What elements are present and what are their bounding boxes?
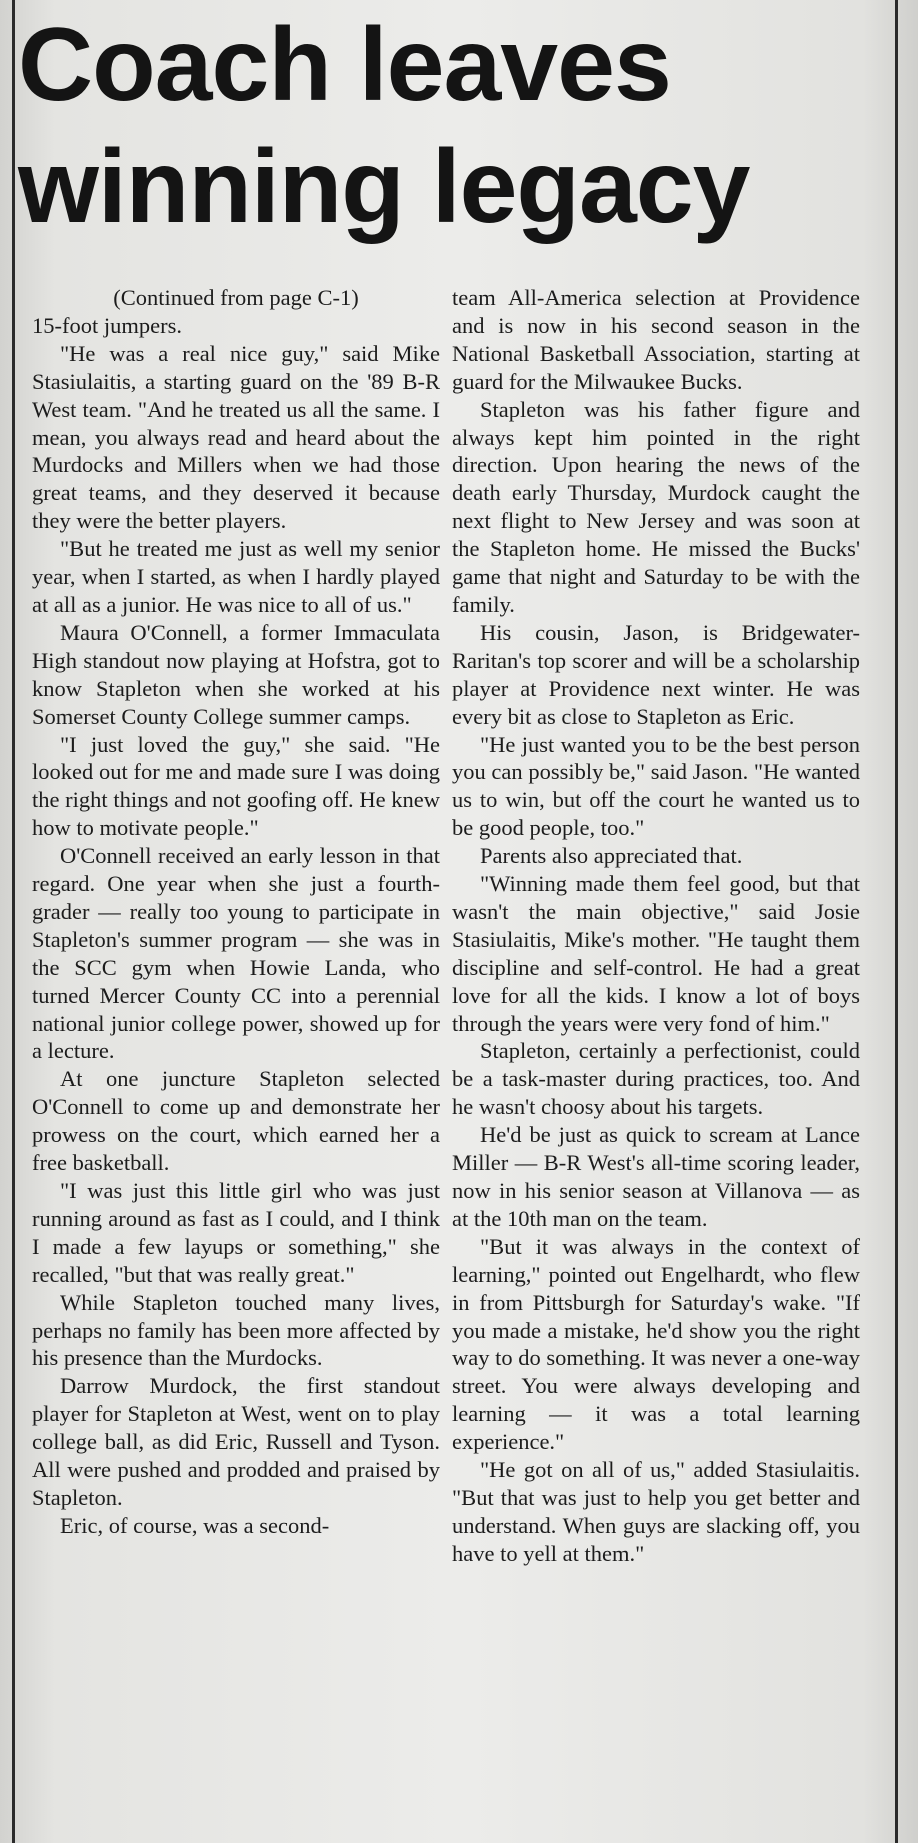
- paragraph: 15-foot jumpers.: [32, 312, 182, 338]
- paragraph: "But he treated me just as well my senior year, when I started, as when I hardly played at all as a junior. He was nice to all of us.": [32, 536, 440, 617]
- paragraph: He'd be just as quick to scream at Lance Miller — B-R West's all-time scoring leader, now in his senior season at Villanova — as at the 10th man on the team.: [452, 1122, 860, 1231]
- headline-line-1: Coach leaves: [18, 7, 671, 123]
- paragraph: "He got on all of us," added Stasiulaitis. "But that was just to help you get better and understand. When guys are slacking off, you have to yell at them.": [452, 1457, 860, 1566]
- paragraph: "I just loved the guy," she said. "He looked out for me and made sure I was doing the right things and not goofing off. He knew how to motivate people.": [32, 731, 440, 841]
- paragraph: "He just wanted you to be the best person you can possibly be," said Jason. "He wanted us to win, but off the court he wanted us to be good people, too.": [452, 731, 860, 841]
- paragraph: Darrow Murdock, the first standout player for Stapleton at West, went on to play college ball, as did Eric, Russell and Tyson. All were pushed and prodded and praised by Stapleton.: [32, 1373, 440, 1510]
- headline-line-2: winning legacy: [18, 129, 750, 245]
- paragraph: Maura O'Connell, a former Immaculata High standout now playing at Hofstra, got to know Stapleton when she worked at his Somerset County College summer camps.: [32, 619, 440, 729]
- paragraph: While Stapleton touched many lives, perhaps no family has been more affected by his presence than the Murdocks.: [32, 1289, 440, 1371]
- paragraph: Eric, of course, was a second-: [60, 1512, 330, 1538]
- article-column-right: [452, 284, 860, 1568]
- paragraph: "Winning made them feel good, but that wasn't the main objective," said Josie Stasiulaitis, Mike's mother. "He taught them discipline and self-control. He had a great love for all the kids. I know a lot of boys through the years were very fond of him.": [452, 871, 860, 1036]
- paragraph: team All-America selection at Providence and is now in his second season in the National Basketball Association, starting at guard for the Milwaukee Bucks.: [452, 285, 860, 394]
- article-headline: [18, 4, 878, 248]
- article-column-left: [32, 284, 440, 1540]
- paragraph: "But it was always in the context of learning," pointed out Engelhardt, who flew in from Pittsburgh for Saturday's wake. "If you made a mistake, he'd show you the right way to do something. It was never a one-way street. You were always developing and learning — it was a total learning experience.": [452, 1233, 861, 1455]
- paragraph: Stapleton, certainly a perfectionist, could be a task-master during practices, too. And he wasn't choosy about his targets.: [452, 1038, 860, 1120]
- paragraph: O'Connell received an early lesson in that regard. One year when she just a fourth-grader — really too young to participate in Stapleton's summer program — she was in the SCC gym when Howie Landa, who turned Mercer County CC into a perennial national junior college power, showed up for a lecture.: [32, 843, 440, 1064]
- paragraph: Stapleton was his father figure and always kept him pointed in the right direction. Upon hearing the news of the death early Thursday, Murdock caught the next flight to New Jersey and was soon at the Stapleton home. He missed the Bucks' game that night and Saturday to be with the family.: [452, 396, 860, 617]
- paragraph: "He was a real nice guy," said Mike Stasiulaitis, a starting guard on the '89 B-R West team. "And he treated us all the same. I mean, you always read and heard about the Murdocks and Millers when we had those great teams, and they deserved it because they were the better players.: [32, 340, 440, 534]
- continued-note: (Continued from page C-1): [113, 285, 359, 310]
- paragraph: Parents also appreciated that.: [480, 843, 743, 869]
- paragraph: "I was just this little girl who was just running around as fast as I could, and I think I made a few layups or something," she recalled, "but that was really great.": [32, 1178, 440, 1287]
- paragraph: At one juncture Stapleton selected O'Connell to come up and demonstrate her prowess on the court, which earned her a free basketball.: [32, 1066, 440, 1176]
- paragraph: His cousin, Jason, is Bridgewater-Raritan's top scorer and will be a scholarship player at Providence next winter. He was every bit as close to Stapleton as Eric.: [452, 619, 860, 729]
